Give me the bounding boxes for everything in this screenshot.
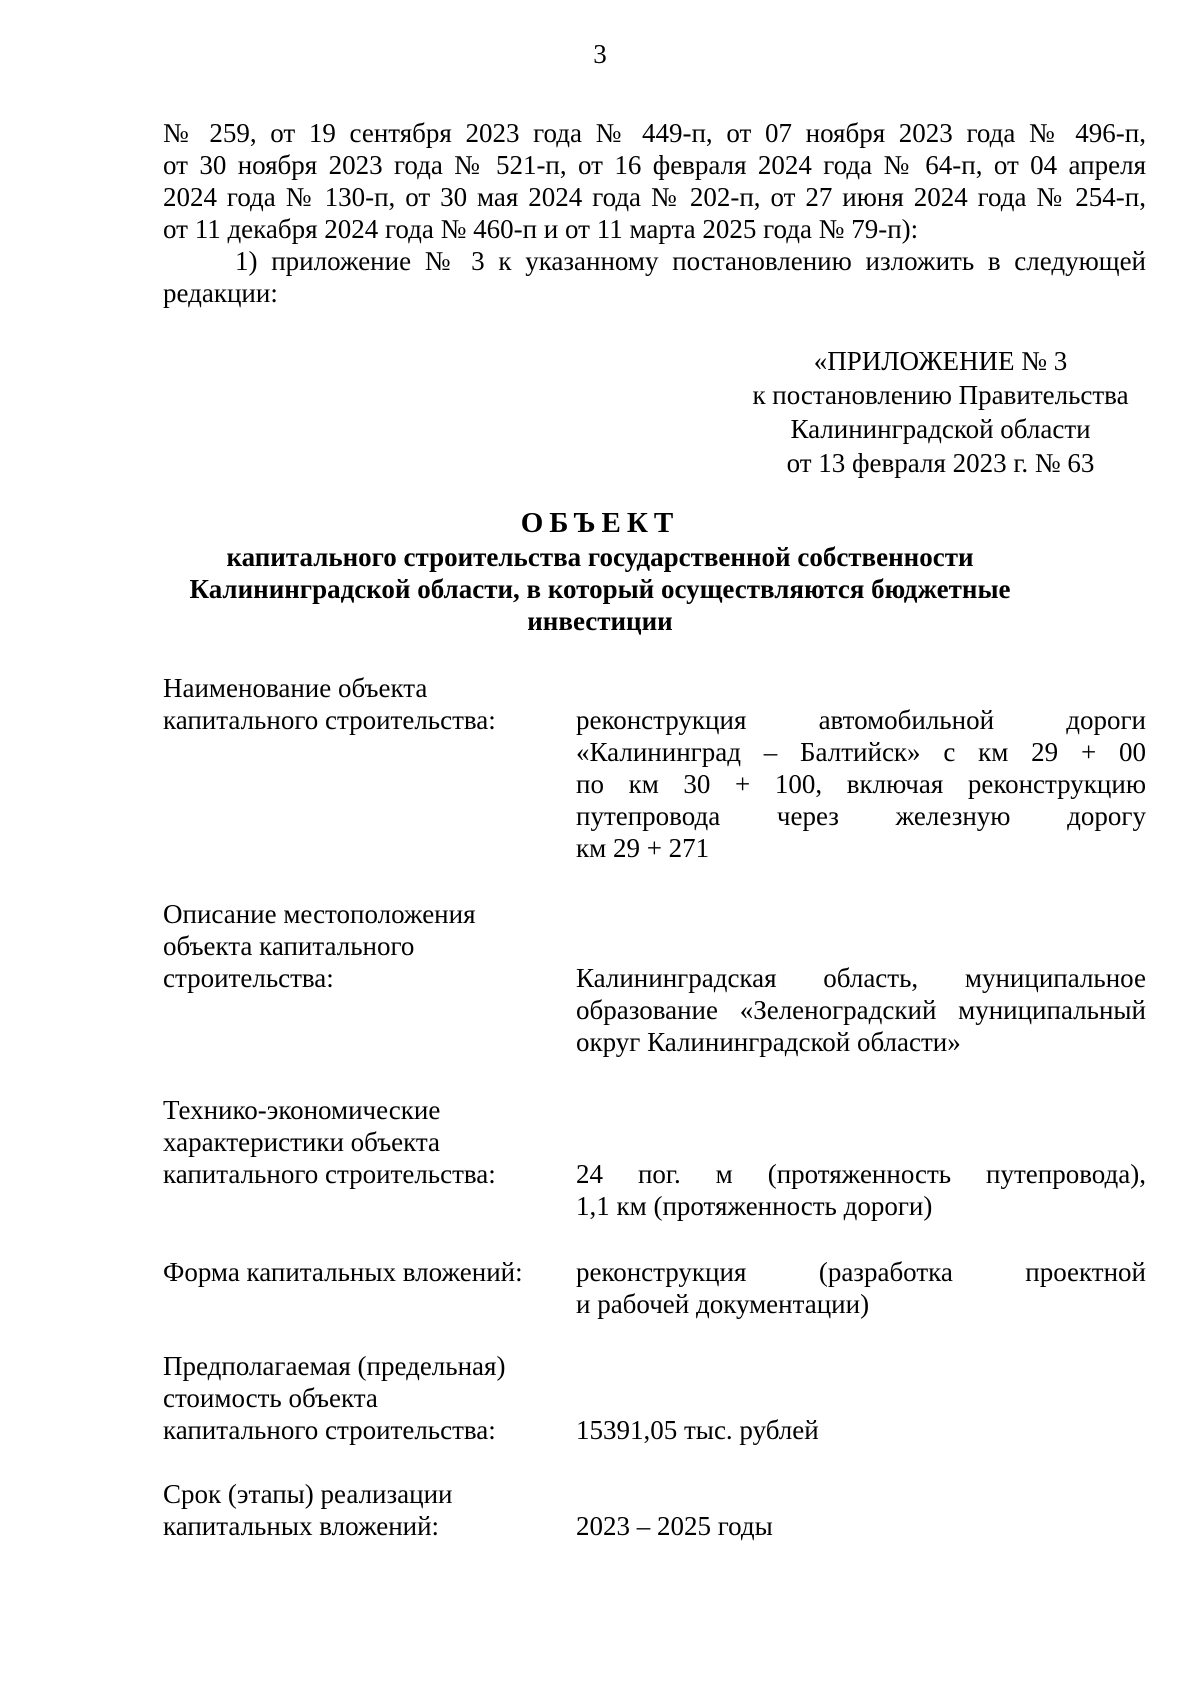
value-line: 1,1 км (протяженность дороги) xyxy=(576,1191,933,1221)
field-value xyxy=(576,704,1146,864)
label-line: характеристики объекта xyxy=(163,1127,441,1157)
value-line: Калининградская область, муниципальное xyxy=(576,963,1146,993)
field-label xyxy=(163,898,563,994)
item-line: редакции: xyxy=(163,278,278,308)
value-line: образование «Зеленоградский муниципальный xyxy=(576,995,1146,1025)
label-line: Предполагаемая (предельная) xyxy=(163,1351,506,1381)
value-line: км 29 + 271 xyxy=(576,833,710,863)
intro-line: 2024 года № 130-п, от 30 мая 2024 года № 202-п, от 27 июня 2024 года № 254-п, xyxy=(163,182,1146,212)
field-value xyxy=(576,1510,1146,1542)
field-label xyxy=(163,1350,563,1446)
field-label xyxy=(163,1478,563,1542)
title-line: капитального строительства государственной собственности xyxy=(226,542,974,572)
appendix-title: «ПРИЛОЖЕНИЕ № 3 xyxy=(813,346,1068,376)
label-line: Форма капитальных вложений: xyxy=(163,1257,523,1287)
value-line: реконструкция автомобильной дороги xyxy=(576,705,1146,735)
label-line: капитального строительства: xyxy=(163,705,496,735)
value-line: 24 пог. м (протяженность путепровода), xyxy=(576,1159,1146,1189)
label-line: капитального строительства: xyxy=(163,1159,496,1189)
field-label xyxy=(163,1094,563,1190)
title-line: инвестиции xyxy=(527,606,673,636)
value-line: округ Калининградской области» xyxy=(576,1027,961,1057)
field-label xyxy=(163,1256,563,1288)
appendix-line: Калининградской области xyxy=(790,414,1091,444)
label-line: объекта капитального xyxy=(163,931,415,961)
label-line: капитального строительства: xyxy=(163,1415,496,1445)
label-line: стоимость объекта xyxy=(163,1383,378,1413)
intro-paragraph xyxy=(163,117,1146,309)
value-line: по км 30 + 100, включая реконструкцию xyxy=(576,769,1146,799)
appendix-line: к постановлению Правительства xyxy=(752,380,1129,410)
title-line: Калининградской области, в который осуществляются бюджетные xyxy=(189,574,1011,604)
title-main: ОБЪЕКТ xyxy=(520,507,680,539)
label-line: Технико-экономические xyxy=(163,1095,441,1125)
field-value xyxy=(576,1256,1146,1320)
label-line: Описание местоположения xyxy=(163,899,476,929)
value-line: «Калининград – Балтийск» с км 29 + 00 xyxy=(576,737,1146,767)
value-line: и рабочей документации) xyxy=(576,1289,870,1319)
field-value xyxy=(576,1414,1146,1446)
intro-line: от 11 декабря 2024 года № 460-п и от 11 марта 2025 года № 79-п): xyxy=(163,214,919,244)
label-line: капитальных вложений: xyxy=(163,1511,440,1541)
document-title xyxy=(0,505,1200,637)
value-line: 15391,05 тыс. рублей xyxy=(576,1415,819,1445)
value-line: 2023 – 2025 годы xyxy=(576,1511,773,1541)
label-line: Срок (этапы) реализации xyxy=(163,1479,453,1509)
appendix-header xyxy=(735,344,1146,480)
value-line: путепровода через железную дорогу xyxy=(576,801,1146,831)
label-line: Наименование объекта xyxy=(163,673,428,703)
page-number: 3 xyxy=(593,39,607,69)
appendix-line: от 13 февраля 2023 г. № 63 xyxy=(786,448,1095,478)
intro-line: от 30 ноября 2023 года № 521-п, от 16 февраля 2024 года № 64-п, от 04 апреля xyxy=(163,150,1146,180)
field-value xyxy=(576,962,1146,1058)
item-line: 1) приложение № 3 к указанному постановлению изложить в следующей xyxy=(235,246,1146,276)
label-line: строительства: xyxy=(163,963,334,993)
field-label xyxy=(163,672,563,736)
field-value xyxy=(576,1158,1146,1222)
value-line: реконструкция (разработка проектной xyxy=(576,1257,1146,1287)
intro-line: № 259, от 19 сентября 2023 года № 449-п, от 07 ноября 2023 года № 496-п, xyxy=(163,118,1146,148)
